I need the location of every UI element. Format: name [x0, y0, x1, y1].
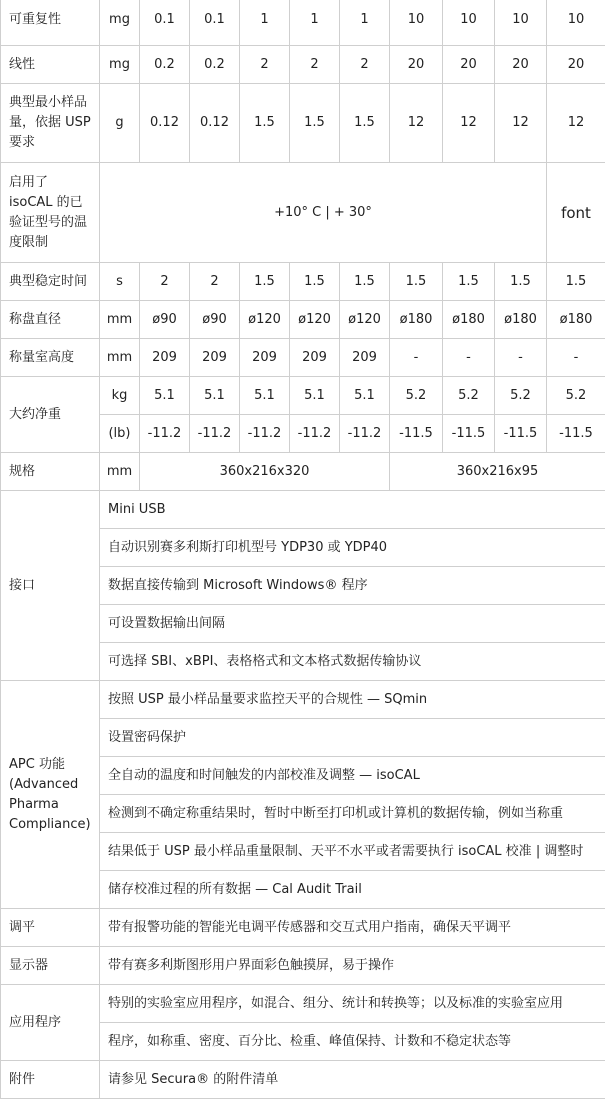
feature-cell: 按照 USP 最小样品量要求监控天平的合规性 — SQmin: [100, 681, 605, 719]
feature-cell: 设置密码保护: [100, 719, 605, 757]
value-cell: 1.5: [390, 263, 443, 301]
feature-cell: 数据直接传输到 Microsoft Windows® 程序: [100, 567, 605, 605]
value-cell: 12: [443, 84, 495, 163]
value-cell: 20: [443, 46, 495, 84]
value-cell: 12: [547, 84, 605, 163]
row-isocal-temp: [1, 163, 605, 263]
row-label: 典型稳定时间: [1, 263, 100, 301]
row-label: 调平: [1, 909, 100, 947]
dimensions-right-cell: 360x216x95: [390, 453, 605, 491]
value-cell: ø120: [290, 301, 340, 339]
value-cell: -11.2: [290, 415, 340, 453]
value-cell: ø180: [495, 301, 547, 339]
value-cell: -: [495, 339, 547, 377]
unit-cell: (lb): [100, 415, 140, 453]
value-cell: 1: [340, 0, 390, 46]
value-cell: -: [547, 339, 605, 377]
value-cell: -11.2: [190, 415, 240, 453]
value-cell: 5.1: [340, 377, 390, 415]
value-cell: 0.1: [190, 0, 240, 46]
row-label: 附件: [1, 1061, 100, 1099]
row-leveling: [1, 909, 605, 947]
feature-cell: 结果低于 USP 最小样品重量限制、天平不水平或者需要执行 isoCAL 校准 | 调整时: [100, 833, 605, 871]
value-cell: 0.12: [140, 84, 190, 163]
value-cell: -: [443, 339, 495, 377]
value-cell: 1: [240, 0, 290, 46]
row-min-sample: [1, 84, 605, 163]
row-display: [1, 947, 605, 985]
value-cell: 10: [547, 0, 605, 46]
value-cell: -11.2: [240, 415, 290, 453]
value-cell: 5.2: [390, 377, 443, 415]
value-cell: 1.5: [240, 263, 290, 301]
unit-cell: mm: [100, 453, 140, 491]
row-label: 应用程序: [1, 985, 100, 1061]
feature-cell: 程序，如称重、密度、百分比、检重、峰值保持、计数和不稳定状态等: [100, 1023, 605, 1061]
value-cell: 10: [495, 0, 547, 46]
value-cell: ø180: [443, 301, 495, 339]
value-cell: 20: [495, 46, 547, 84]
value-cell: 5.1: [240, 377, 290, 415]
value-cell: 5.2: [495, 377, 547, 415]
value-cell: 2: [340, 46, 390, 84]
row-label: 称量室高度: [1, 339, 100, 377]
dimensions-left-cell: 360x216x320: [140, 453, 390, 491]
row-label: 典型最小样品量，依据 USP 要求: [1, 84, 100, 163]
value-cell: 5.1: [290, 377, 340, 415]
row-repeatability: [1, 0, 605, 46]
value-cell: 1.5: [443, 263, 495, 301]
feature-cell: 全自动的温度和时间触发的内部校准及调整 — isoCAL: [100, 757, 605, 795]
row-linearity: [1, 46, 605, 84]
value-cell: -11.5: [443, 415, 495, 453]
row-accessories: [1, 1061, 605, 1099]
value-cell: 2: [190, 263, 240, 301]
feature-cell: Mini USB: [100, 491, 605, 529]
value-cell: ø90: [140, 301, 190, 339]
row-label: 接口: [1, 491, 100, 681]
value-cell: 1.5: [290, 263, 340, 301]
value-cell: 2: [290, 46, 340, 84]
value-cell: 10: [390, 0, 443, 46]
value-cell: 0.12: [190, 84, 240, 163]
merged-value-cell: +10° C | + 30°: [100, 163, 547, 263]
value-cell: 5.2: [443, 377, 495, 415]
value-cell: ø90: [190, 301, 240, 339]
row-chamber-height: [1, 339, 605, 377]
row-stab-time: [1, 263, 605, 301]
value-cell: 12: [495, 84, 547, 163]
value-cell: 2: [140, 263, 190, 301]
row-label: 大约净重: [1, 377, 100, 453]
value-cell: ø120: [240, 301, 290, 339]
unit-cell: mm: [100, 339, 140, 377]
unit-cell: mg: [100, 46, 140, 84]
value-cell: 5.2: [547, 377, 605, 415]
value-cell: 0.1: [140, 0, 190, 46]
value-cell: 1.5: [240, 84, 290, 163]
value-cell: 1.5: [340, 84, 390, 163]
value-cell: 209: [240, 339, 290, 377]
row-apc: [1, 681, 605, 719]
row-label: 显示器: [1, 947, 100, 985]
unit-cell: mm: [100, 301, 140, 339]
value-cell: -11.2: [140, 415, 190, 453]
value-cell: 10: [443, 0, 495, 46]
value-cell: 209: [290, 339, 340, 377]
unit-cell: g: [100, 84, 140, 163]
value-cell: ø180: [547, 301, 605, 339]
unit-cell: s: [100, 263, 140, 301]
value-cell: 1: [290, 0, 340, 46]
feature-cell: 可设置数据输出间隔: [100, 605, 605, 643]
value-cell: -: [390, 339, 443, 377]
value-cell: -11.5: [547, 415, 605, 453]
value-cell: 20: [390, 46, 443, 84]
feature-cell: 自动识别赛多利斯打印机型号 YDP30 或 YDP40: [100, 529, 605, 567]
unit-cell: mg: [100, 0, 140, 46]
row-pan-diameter: [1, 301, 605, 339]
value-cell: 1.5: [495, 263, 547, 301]
value-cell: 0.2: [190, 46, 240, 84]
value-cell: 2: [240, 46, 290, 84]
row-label: 线性: [1, 46, 100, 84]
feature-cell: 检测到不确定称重结果时，暂时中断至打印机或计算机的数据传输，例如当称重: [100, 795, 605, 833]
feature-cell: 带有赛多利斯图形用户界面彩色触摸屏，易于操作: [100, 947, 605, 985]
value-cell: 1.5: [340, 263, 390, 301]
value-cell: -11.2: [340, 415, 390, 453]
value-cell: -11.5: [495, 415, 547, 453]
row-label: APC 功能 (Advanced Pharma Compliance): [1, 681, 100, 909]
value-cell: -11.5: [390, 415, 443, 453]
value-cell: 209: [340, 339, 390, 377]
feature-cell: 特别的实验室应用程序，如混合、组分、统计和转换等；以及标准的实验室应用: [100, 985, 605, 1023]
value-cell: 12: [390, 84, 443, 163]
feature-cell: 可选择 SBI、xBPI、表格格式和文本格式数据传输协议: [100, 643, 605, 681]
feature-cell: 储存校准过程的所有数据 — Cal Audit Trail: [100, 871, 605, 909]
value-cell: 1.5: [547, 263, 605, 301]
value-cell: 5.1: [190, 377, 240, 415]
value-cell: 0.2: [140, 46, 190, 84]
row-label: 启用了 isoCAL 的已验证型号的温度限制: [1, 163, 100, 263]
value-cell: 20: [547, 46, 605, 84]
value-cell: 209: [140, 339, 190, 377]
feature-cell: 请参见 Secura® 的附件清单: [100, 1061, 605, 1099]
value-cell: 209: [190, 339, 240, 377]
row-apps: [1, 985, 605, 1023]
row-label: 可重复性: [1, 0, 100, 46]
unit-cell: kg: [100, 377, 140, 415]
value-cell: ø180: [390, 301, 443, 339]
row-interface: [1, 491, 605, 529]
row-label: 规格: [1, 453, 100, 491]
value-cell: 1.5: [290, 84, 340, 163]
value-cell: 5.1: [140, 377, 190, 415]
value-cell: ø120: [340, 301, 390, 339]
row-net-weight-kg: [1, 377, 605, 415]
feature-cell: 带有报警功能的智能光电调平传感器和交互式用户指南，确保天平调平: [100, 909, 605, 947]
row-label: 称盘直径: [1, 301, 100, 339]
value-cell: font: [547, 163, 605, 263]
row-dimensions: [1, 453, 605, 491]
